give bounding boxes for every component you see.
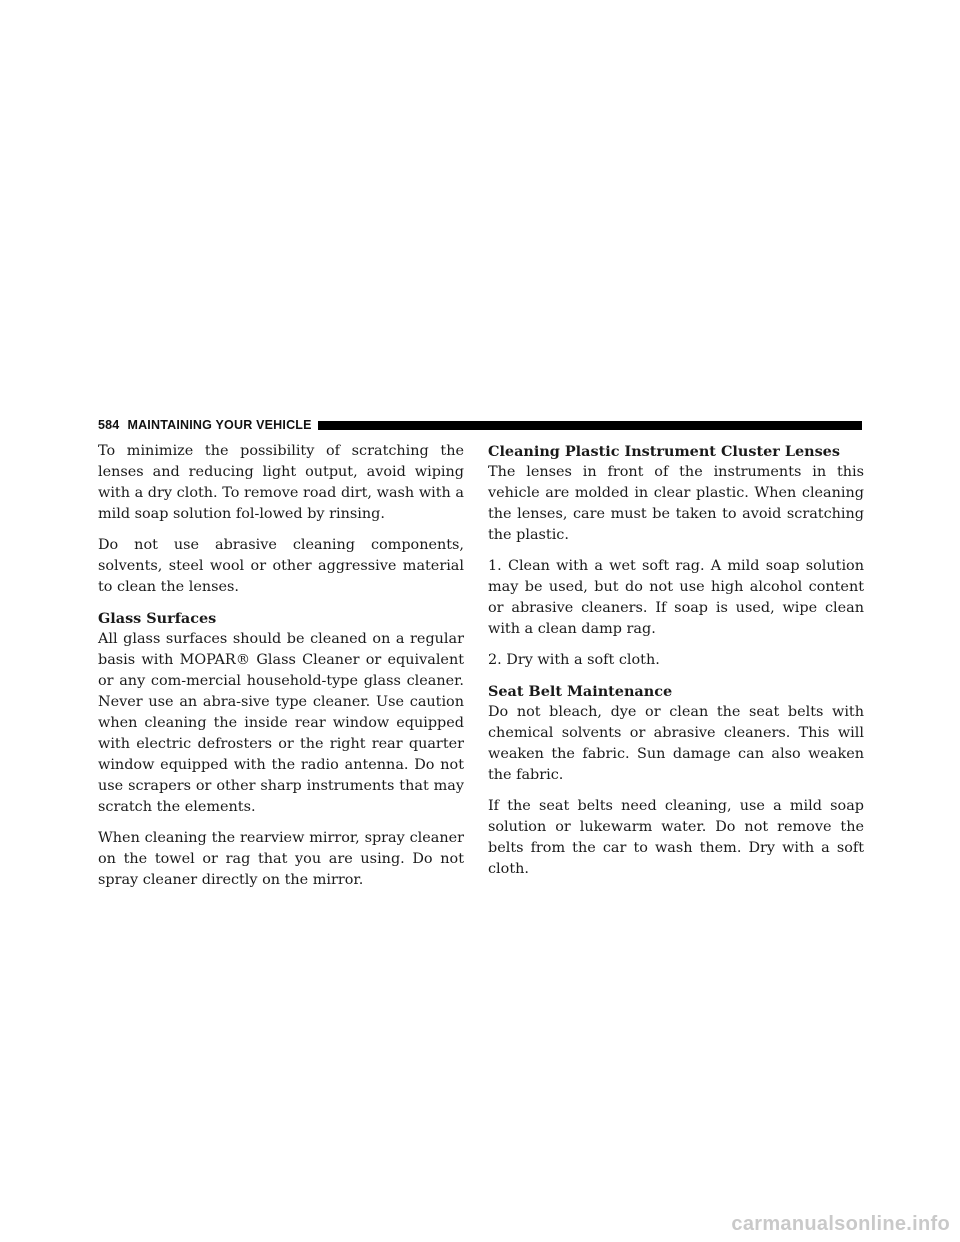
right-column [488,441,864,890]
heading-seat-belt: Seat Belt Maintenance [488,683,673,700]
paragraph-abrasive-warning: Do not use abrasive cleaning components, solvents, steel wool or other aggressive material to clean the lenses. [98,537,464,595]
watermark-text: carmanualsonline.info [731,1213,950,1235]
step-2: 2. Dry with a soft cloth. [488,652,660,668]
section-title: MAINTAINING YOUR VEHICLE [127,418,312,432]
paragraph-seat-belt-cleaning: If the seat belts need cleaning, use a mild soap solution or lukewarm water. Do not remove the belts from the car to wash them. Dry with a soft cloth. [488,798,864,877]
paragraph-lens-scratching: To minimize the possibility of scratching the lenses and reducing light output, avoid wiping with a dry cloth. To remove road dirt, wash with a mild soap solution fol-lowed by rinsing. [98,443,464,522]
step-1: 1. Clean with a wet soft rag. A mild soap solution may be used, but do not use high alcohol content or abrasive cleaners. If soap is used, wipe clean with a clean damp rag. [488,558,864,637]
page-number: 584 [98,418,120,432]
paragraph-mirror-cleaning: When cleaning the rearview mirror, spray cleaner on the towel or rag that you are using. Do not spray cleaner directly on the mirror. [98,830,464,888]
page-header [98,418,862,432]
paragraph-seat-belt-warning: Do not bleach, dye or clean the seat belts with chemical solvents or abrasive cleaners. This will weaken the fabric. Sun damage can also weaken the fabric. [488,704,864,783]
heading-glass-surfaces: Glass Surfaces [98,610,217,627]
paragraph-cluster-lenses: The lenses in front of the instruments in this vehicle are molded in clear plastic. When cleaning the lenses, care must be taken to avoid scratching the plastic. [488,464,864,543]
left-column [98,441,464,901]
paragraph-glass-cleaning: All glass surfaces should be cleaned on a regular basis with MOPAR® Glass Cleaner or equivalent or any com-mercial household-type glass cleaner. Never use an abra-sive type cleaner. Use caution when cleaning the inside rear window equipped with electric defrosters or the right rear quarter window equipped with the radio antenna. Do not use scrapers or other sharp instruments that may scratch the elements. [98,631,464,815]
heading-cluster-lenses: Cleaning Plastic Instrument Cluster Lenses [488,443,840,460]
header-rule [318,421,862,430]
